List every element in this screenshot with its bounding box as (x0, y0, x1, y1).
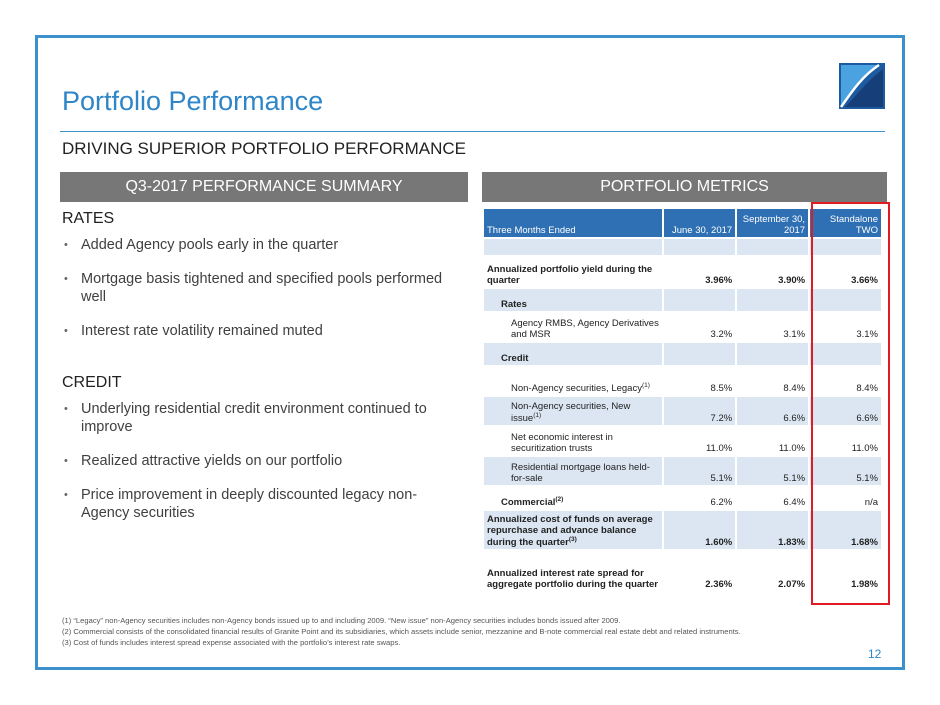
two-harbors-logo-icon (839, 63, 885, 109)
header-september: September 30, 2017 (737, 209, 808, 237)
table-row: Agency RMBS, Agency Derivatives and MSR 3.2% 3.1% 3.1% (484, 313, 881, 341)
table-row: Non-Agency securities, New issue$^{(1)}$ 7.2% 6.6% 6.6% (484, 397, 881, 425)
page-title: Portfolio Performance (62, 86, 324, 116)
title-divider (60, 131, 885, 132)
footnote-2: (2) Commercial consists of the consolidated financial results of Granite Point and its subsidiaries, which assets include senior, mezzanine and B-note commercial real estate debt and related instruments. (62, 627, 741, 636)
list-item: • Interest rate volatility remained muted (62, 322, 462, 340)
rates-bullets (62, 236, 462, 340)
performance-summary (62, 206, 462, 538)
list-item: • Realized attractive yields on our portfolio (62, 452, 462, 470)
table-row: Annualized portfolio yield during the quarter 3.96% 3.90% 3.66% (484, 257, 881, 287)
list-item: • Mortgage basis tightened and specified pools performed well (62, 270, 462, 306)
table-row: Net economic interest in securitization trusts 11.0% 11.0% 11.0% (484, 427, 881, 455)
header-june: June 30, 2017 (664, 209, 735, 237)
footnote-1: (1) “Legacy” non-Agency securities includes non-Agency bonds issued up to and including 2009. “New issue” non-Agency securities includes bonds issued after 2009. (62, 616, 621, 625)
page-number: 12 (868, 647, 882, 661)
footnotes (62, 615, 832, 648)
footnote-3: (3) Cost of funds includes interest spread expense associated with the portfolio’s interest rate swaps. (62, 638, 401, 647)
table-row: Commercial$^{(2)}$ 6.2% 6.4% n/a (484, 487, 881, 509)
table-row: Annualized cost of funds on average repurchase and advance balance during the quarter$^{(3)}$ 1.60% 1.83% 1.68% (484, 511, 881, 549)
performance-summary-header: Q3-2017 PERFORMANCE SUMMARY (60, 172, 468, 202)
table-row: Annualized interest rate spread for aggregate portfolio during the quarter 2.36% 2.07% 1.98% (484, 551, 881, 591)
credit-bullets (62, 400, 462, 522)
credit-heading: CREDIT (62, 374, 122, 391)
standalone-column-highlight (811, 202, 890, 605)
table-row: Rates (484, 289, 881, 311)
list-item: • Added Agency pools early in the quarter (62, 236, 462, 254)
list-item: • Underlying residential credit environment continued to improve (62, 400, 462, 436)
rates-heading: RATES (62, 210, 115, 227)
portfolio-metrics-header: PORTFOLIO METRICS (482, 172, 887, 202)
list-item: • Price improvement in deeply discounted legacy non-Agency securities (62, 486, 462, 522)
table-row: Residential mortgage loans held-for-sale 5.1% 5.1% 5.1% (484, 457, 881, 485)
header-label: Three Months Ended (484, 209, 662, 237)
page-subtitle: DRIVING SUPERIOR PORTFOLIO PERFORMANCE (62, 139, 466, 158)
header-standalone: Standalone TWO (810, 209, 881, 237)
table-row: Credit (484, 343, 881, 365)
table-row: Non-Agency securities, Legacy$^{(1)}$ 8.5% 8.4% 8.4% (484, 367, 881, 395)
